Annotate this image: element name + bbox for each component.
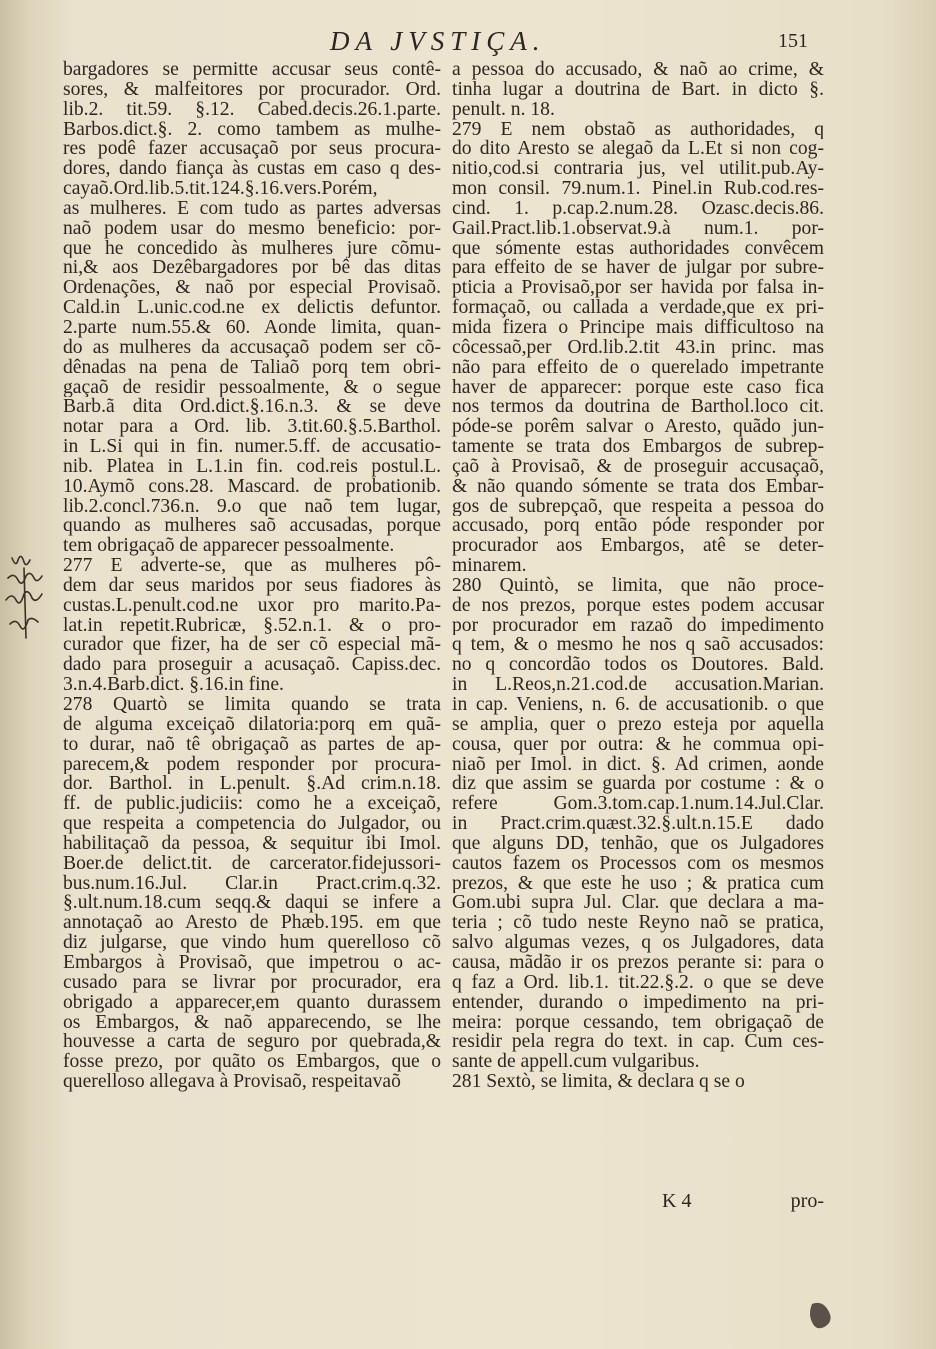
text-line: meira: porque cessando, tem obrigaçaõ de bbox=[452, 1012, 824, 1033]
text-line: causa, mãdão ir os prezos perante si: para o bbox=[452, 952, 824, 973]
text-line: quando as mulheres saõ accusadas, porque bbox=[63, 516, 441, 537]
text-line: habilitaçaõ da pessoa, & sequitur ibi Imol. bbox=[63, 833, 441, 854]
text-line: do dito Aresto se alegaõ da L.Et si non cog- bbox=[452, 139, 824, 160]
text-line: para effeito de se haver de julgar por subre- bbox=[452, 258, 824, 279]
text-line: cautos fazem os Processos com os mesmos bbox=[452, 853, 824, 874]
text-line: dor. Barthol. in L.penult. §.Ad crim.n.18. bbox=[63, 774, 441, 795]
text-line: dênadas na pena de Taliaõ porq tem obri- bbox=[63, 357, 441, 378]
text-line: gos de subrepçaõ, que respeita a pessoa do bbox=[452, 496, 824, 517]
text-line: por procurador em razaõ do impedimento bbox=[452, 615, 824, 636]
text-line: no q concordão todos os Doutores. Bald. bbox=[452, 655, 824, 676]
text-line: tem obrigaçaõ de apparecer pessoalmente. bbox=[63, 536, 395, 557]
text-line: niaõ per Imol. in dict. §. Ad crimen, aonde bbox=[452, 754, 824, 775]
signature-mark: K 4 bbox=[662, 1190, 692, 1212]
text-line: os Embargos, & naõ apparecendo, se lhe bbox=[63, 1012, 441, 1033]
text-line: as mulheres. E com tudo as partes adversas bbox=[63, 198, 441, 219]
text-line: sante de appell.cum vulgaribus. bbox=[452, 1052, 700, 1073]
text-line: haver de apparecer: porque este caso fica bbox=[452, 377, 824, 398]
text-line: 278 Quartò se limita quando se trata bbox=[63, 695, 441, 715]
text-line: notar para a Ord. lib. 3.tit.60.§.5.Barthol. bbox=[63, 417, 441, 438]
text-line: teria ; cõ tudo neste Reyno naõ se pratica, bbox=[452, 913, 824, 934]
text-line: de nos prezos, porque estes podem accusar bbox=[452, 595, 824, 616]
text-line: cusado para se livrar por procurador, era bbox=[63, 972, 441, 993]
text-line: Gail.Pract.lib.1.observat.9.à num.1. por- bbox=[452, 218, 824, 239]
text-line: residir pela regra do text. in cap. Cum ces- bbox=[452, 1032, 824, 1053]
text-line: ni,& aos Dezêbargadores por bê das ditas bbox=[63, 258, 441, 279]
text-line: Barbos.dict.§. 2. como tambem as mulhe- bbox=[63, 119, 441, 140]
text-line: mida fizera o Principe mais difficultoso na bbox=[452, 317, 824, 338]
text-line: accusado, porq então póde responder por bbox=[452, 516, 824, 537]
text-line: dores, dando fiança às custas em caso q des- bbox=[63, 159, 441, 180]
text-line: dado para proseguir a acusaçaõ. Capiss.dec. bbox=[63, 655, 441, 676]
page-footer bbox=[452, 1190, 824, 1214]
text-line: §.ult.num.18.cum seqq.& daqui se infere a bbox=[63, 893, 441, 914]
text-line: in Pract.crim.quæst.32.§.ult.n.15.E dado bbox=[452, 814, 824, 834]
text-line: nitio,cod.si contraria jus, vel utilit.pub.Ay- bbox=[452, 159, 824, 180]
text-line: Ordenações, & naõ por especial Provisaõ. bbox=[63, 278, 441, 299]
text-line: çaõ à Provisaõ, & de proseguir accusaçaõ, bbox=[452, 456, 824, 477]
text-line: annotaçaõ ao Aresto de Phæb.195. em que bbox=[63, 913, 441, 934]
text-line: q faz a Ord. lib.1. tit.22.§.2. o que se deve bbox=[452, 972, 824, 993]
text-line: pticia a Provisaõ,por ser havida por falsa in- bbox=[452, 278, 824, 299]
text-line: de alguma exceiçaõ dilatoria:porq em quã- bbox=[63, 714, 441, 735]
text-line: bargadores se permitte accusar seus contê- bbox=[63, 60, 441, 80]
text-line: res podê fazer accusaçaõ por seus procura- bbox=[63, 139, 441, 160]
handwritten-marginal-note bbox=[4, 548, 76, 648]
text-line: póde-se porêm salvar o Aresto, quãdo jun- bbox=[452, 417, 824, 438]
text-line: 280 Quintò, se limita, que não proce- bbox=[452, 575, 824, 596]
text-line: lib.2.concl.736.n. 9.o que naõ tem lugar, bbox=[63, 496, 441, 517]
text-line: naõ podem usar do mesmo beneficio: por- bbox=[63, 218, 441, 239]
text-line: q tem, & o mesmo he nos q saõ accusados: bbox=[452, 635, 824, 656]
catchword: pro- bbox=[790, 1190, 824, 1212]
text-line: ff. de public.judiciis: como he a exceiçaõ, bbox=[63, 794, 441, 815]
text-line: obrigado a apparecer,em quanto durassem bbox=[63, 992, 441, 1013]
text-line: houvesse a carta de seguro por quebrada,& bbox=[63, 1032, 441, 1053]
text-line: curador que fizer, ha de ser cõ especial mã- bbox=[63, 635, 441, 656]
text-line: penult. n. 18. bbox=[452, 99, 555, 120]
text-line: & não quando sómente se trata dos Embar- bbox=[452, 476, 824, 497]
text-line: entender, durando o impedimento na pri- bbox=[452, 992, 824, 1013]
text-line: sores, & malfeitores por procurador. Ord. bbox=[63, 79, 441, 100]
text-line: lib.2. tit.59. §.12. Cabed.decis.26.1.parte. bbox=[63, 99, 441, 120]
text-line: diz que assim se guarda por costume : & o bbox=[452, 774, 824, 795]
text-line: que sómente estas authoridades convêcem bbox=[452, 238, 824, 259]
text-line: gaçaõ de residir pessoalmente, & o segue bbox=[63, 377, 441, 398]
text-line: formaçaõ, ou callada a verdade,que ex pri- bbox=[452, 298, 824, 318]
text-line: custas.L.penult.cod.ne uxor pro marito.Pa- bbox=[63, 595, 441, 616]
text-line: parecem,& podem responder por procura- bbox=[63, 754, 441, 775]
text-line: lat.in repetit.Rubricæ, §.52.n.1. & o pro- bbox=[63, 615, 441, 636]
right-text-column bbox=[452, 60, 824, 1092]
text-line: fosse prezo, por quãto os Embargos, que o bbox=[63, 1052, 441, 1073]
text-line: nib. Platea in L.1.in fin. cod.reis postul.L. bbox=[63, 456, 441, 477]
text-line: salvo algumas vezes, q os Julgadores, data bbox=[452, 933, 824, 953]
page-header bbox=[0, 26, 936, 60]
text-line: 2.parte num.55.& 60. Aonde limita, quan- bbox=[63, 317, 441, 338]
text-line: Boer.de delict.tit. de carcerator.fidejussori- bbox=[63, 853, 441, 874]
text-line: que respeita a competencia do Julgador, ou bbox=[63, 814, 441, 834]
text-line: 281 Sextò, se limita, & declara q se o bbox=[452, 1072, 745, 1092]
handwriting-scribble-icon bbox=[4, 548, 76, 648]
text-line: Gom.ubi supra Jul. Clar. que declara a ma- bbox=[452, 893, 824, 914]
text-line: se amplia, quer o prezo esteja por aquella bbox=[452, 714, 824, 735]
text-line: refere Gom.3.tom.cap.1.num.14.Jul.Clar. bbox=[452, 794, 824, 815]
text-line: prezos, & que este he uso ; & pratica cum bbox=[452, 873, 824, 894]
text-line: 10.Aymõ cons.28. Mascard. de probationib. bbox=[63, 476, 441, 497]
text-line: minarem. bbox=[452, 556, 527, 576]
text-line: to durar, naõ tê obrigaçaõ as partes de ap- bbox=[63, 734, 441, 755]
text-line: tamente se trata dos Embargos de subrep- bbox=[452, 437, 824, 457]
text-line: cayaõ.Ord.lib.5.tit.124.§.16.vers.Porém, bbox=[63, 179, 378, 199]
marginal-note-text bbox=[4, 548, 5, 549]
text-line: dem dar seus maridos por seus fiadores às bbox=[63, 575, 441, 596]
text-line: não para effeito de o querelado impetrante bbox=[452, 357, 824, 378]
page-number: 151 bbox=[778, 30, 808, 52]
text-line: do as mulheres da accusaçaõ podem ser cõ- bbox=[63, 337, 441, 358]
text-line: que alguns DD, tenhão, que os Julgadores bbox=[452, 833, 824, 854]
text-line: Cald.in L.unic.cod.ne ex delictis defuntor. bbox=[63, 298, 441, 318]
text-line: cousa, quer por outra: & he commua opi- bbox=[452, 734, 824, 755]
left-text-column bbox=[63, 60, 441, 1092]
text-line: côcessaõ,per Ord.lib.2.tit 43.in princ. mas bbox=[452, 337, 824, 358]
text-line: in cap. Veniens, n. 6. de accusationib. o que bbox=[452, 695, 824, 715]
text-line: mon consil. 79.num.1. Pinel.in Rub.cod.res- bbox=[452, 179, 824, 199]
text-line: cind. 1. p.cap.2.num.28. Ozasc.decis.86. bbox=[452, 198, 824, 219]
text-line: in L.Si qui in fin. numer.5.ff. de accusatio- bbox=[63, 437, 441, 457]
text-line: tinha lugar a doutrina de Bart. in dicto §. bbox=[452, 79, 824, 100]
text-line: Barb.ã dita Ord.dict.§.16.n.3. & se deve bbox=[63, 397, 441, 418]
text-line: 277 E adverte-se, que as mulheres pô- bbox=[63, 556, 441, 576]
text-line: a pessoa do accusado, & naõ ao crime, & bbox=[452, 60, 824, 80]
text-line: que he concedido às mulheres jure cõmu- bbox=[63, 238, 441, 259]
text-line: 279 E nem obstaõ as authoridades, q bbox=[452, 119, 824, 140]
ink-stain-icon bbox=[806, 1300, 836, 1330]
text-line: querelloso allegava à Provisaõ, respeitavaõ bbox=[63, 1072, 401, 1092]
text-line: Embargos à Provisaõ, que impetrou o ac- bbox=[63, 952, 441, 973]
text-line: nos termos da doutrina de Barthol.loco cit. bbox=[452, 397, 824, 418]
text-line: bus.num.16.Jul. Clar.in Pract.crim.q.32. bbox=[63, 873, 441, 894]
text-line: diz julgarse, que vindo hum querelloso cõ bbox=[63, 933, 441, 953]
text-line: in L.Reos,n.21.cod.de accusation.Marian. bbox=[452, 675, 824, 695]
text-line: 3.n.4.Barb.dict. §.16.in fine. bbox=[63, 675, 284, 695]
running-title: DA JVSTIÇA. bbox=[330, 26, 546, 56]
text-line: procurador aos Embargos, atê se deter- bbox=[452, 536, 824, 557]
